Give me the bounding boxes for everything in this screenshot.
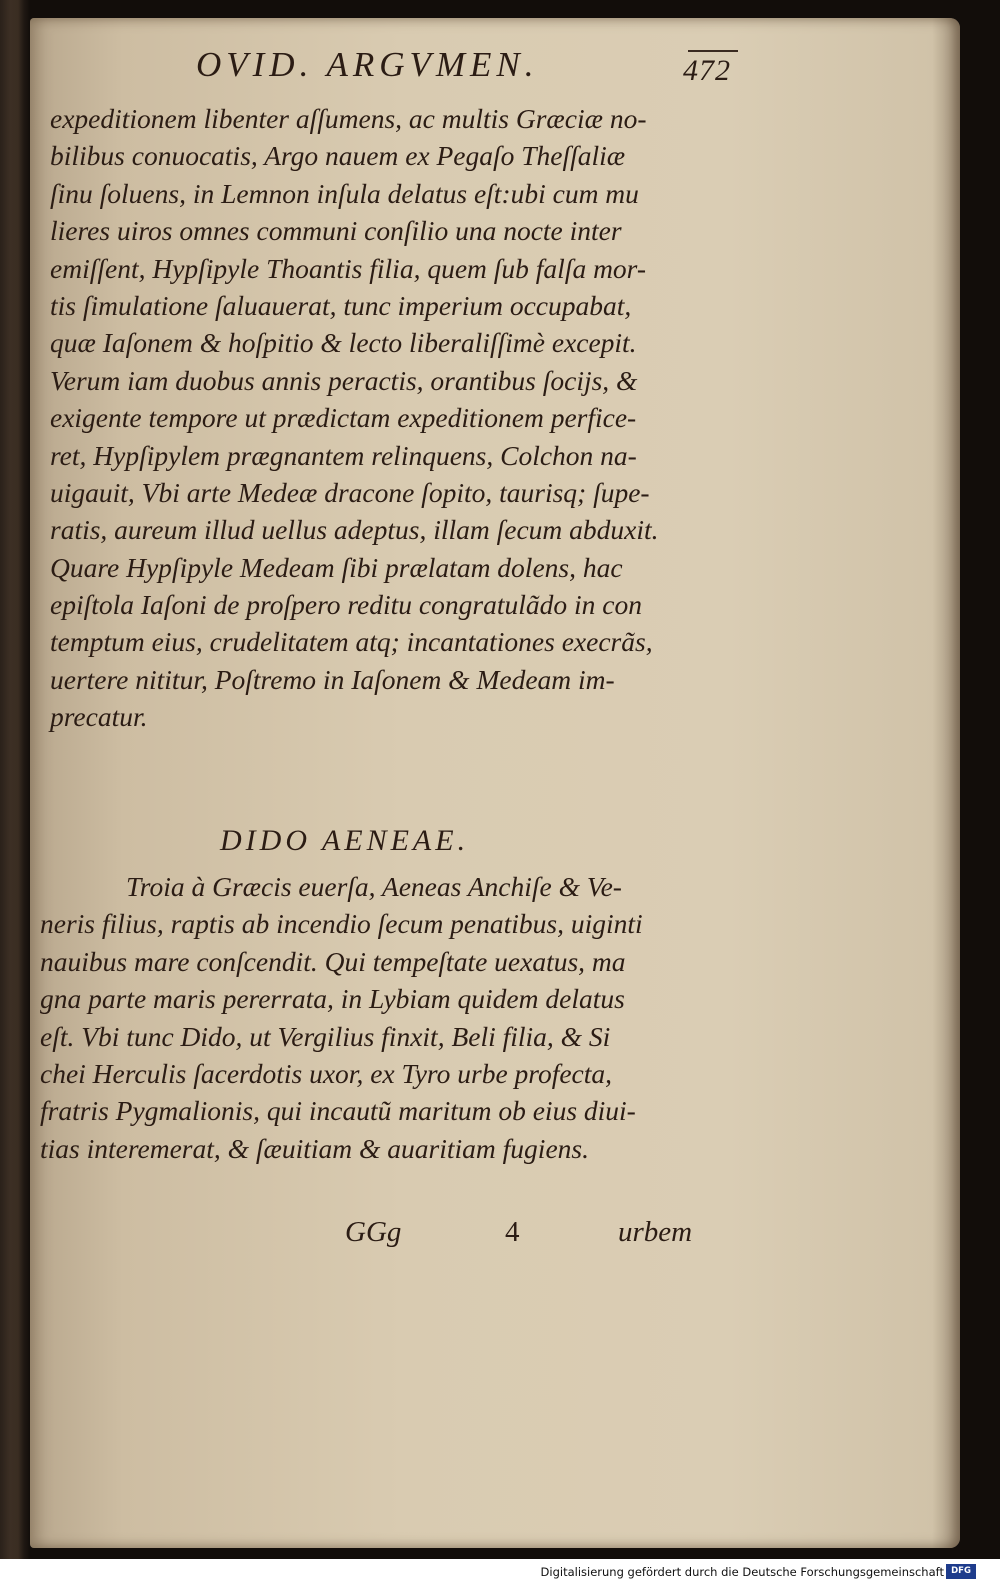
text-line: ſinu ſoluens, in Lemnon inſula delatus eſt:ubi cum mu xyxy=(50,177,639,209)
text-line: Verum iam duobus annis peractis, orantibus ſocijs, & xyxy=(50,364,638,396)
text-line: emiſſent, Hypſipyle Thoantis filia, quem ſub falſa mor- xyxy=(50,252,646,284)
page-edge-shadow xyxy=(932,18,960,1548)
text-line: bilibus conuocatis, Argo nauem ex Pegaſo Theſſaliæ xyxy=(50,140,626,172)
text-line: tias interemerat, & ſæuitiam & auaritiam fugiens. xyxy=(40,1132,589,1164)
catchword: urbem xyxy=(618,1216,693,1248)
signature-number: 4 xyxy=(505,1216,520,1248)
text-line: uertere nititur, Poſtremo in Iaſonem & Medeam im- xyxy=(50,663,615,695)
text-line: expeditionem libenter aſſumens, ac multis Græciæ no- xyxy=(50,103,647,134)
dfg-logo: DFG xyxy=(946,1564,976,1579)
text-line: epiſtola Iaſoni de proſpero reditu congratulãdo in con xyxy=(50,589,642,621)
text-line: precatur. xyxy=(50,701,148,733)
text-line: temptum eius, crudelitatem atq; incantationes execrãs, xyxy=(50,626,653,658)
text-line: nauibus mare conſcendit. Qui tempeſtate uexatus, ma xyxy=(40,945,626,977)
page-number: 472 xyxy=(683,54,731,87)
text-line: chei Herculis ſacerdotis uxor, ex Tyro urbe profecta, xyxy=(40,1057,613,1089)
text-line: Troia à Græcis euerſa, Aeneas Anchiſe & Ve- xyxy=(126,871,622,902)
text-line: gna parte maris pererrata, in Lybiam quidem delatus xyxy=(40,983,625,1015)
text-line: ratis, aureum illud uellus adeptus, illam ſecum abduxit. xyxy=(50,514,659,546)
text-line: neris filius, raptis ab incendio ſecum penatibus, uiginti xyxy=(40,908,643,940)
argument-text-block xyxy=(50,100,750,736)
running-head: OVID. ARGVMEN. xyxy=(196,45,539,84)
signature-mark: GGg xyxy=(345,1216,402,1248)
text-line: fratris Pygmalionis, qui incautũ maritum ob eius diui- xyxy=(40,1095,636,1127)
funding-credit: Digitalisierung gefördert durch die Deutsche Forschungsgemeinschaft xyxy=(540,1565,944,1579)
section-heading: DIDO AENEAE. xyxy=(220,824,470,857)
text-line: ret, Hypſipylem prægnantem relinquens, Colchon na- xyxy=(50,439,637,471)
text-line: exigente tempore ut prædictam expeditionem perfice- xyxy=(50,402,637,434)
text-line: tis ſimulatione ſaluauerat, tunc imperium occupabat, xyxy=(50,289,632,321)
digitization-footer xyxy=(0,1559,1000,1591)
dido-argument-text-block xyxy=(40,868,740,1167)
text-line: lieres uiros omnes communi conſilio una nocte inter xyxy=(50,215,622,247)
text-line: uigauit, Vbi arte Medeæ dracone ſopito, taurisq; ſupe- xyxy=(50,476,650,508)
folio-rule xyxy=(688,50,738,52)
text-line: eſt. Vbi tunc Dido, ut Vergilius finxit, Beli filia, & Si xyxy=(40,1020,611,1052)
text-line: Quare Hypſipyle Medeam ſibi prælatam dolens, hac xyxy=(50,551,623,583)
text-line: quæ Iaſonem & hoſpitio & lecto liberaliſſimè excepit. xyxy=(50,327,637,359)
